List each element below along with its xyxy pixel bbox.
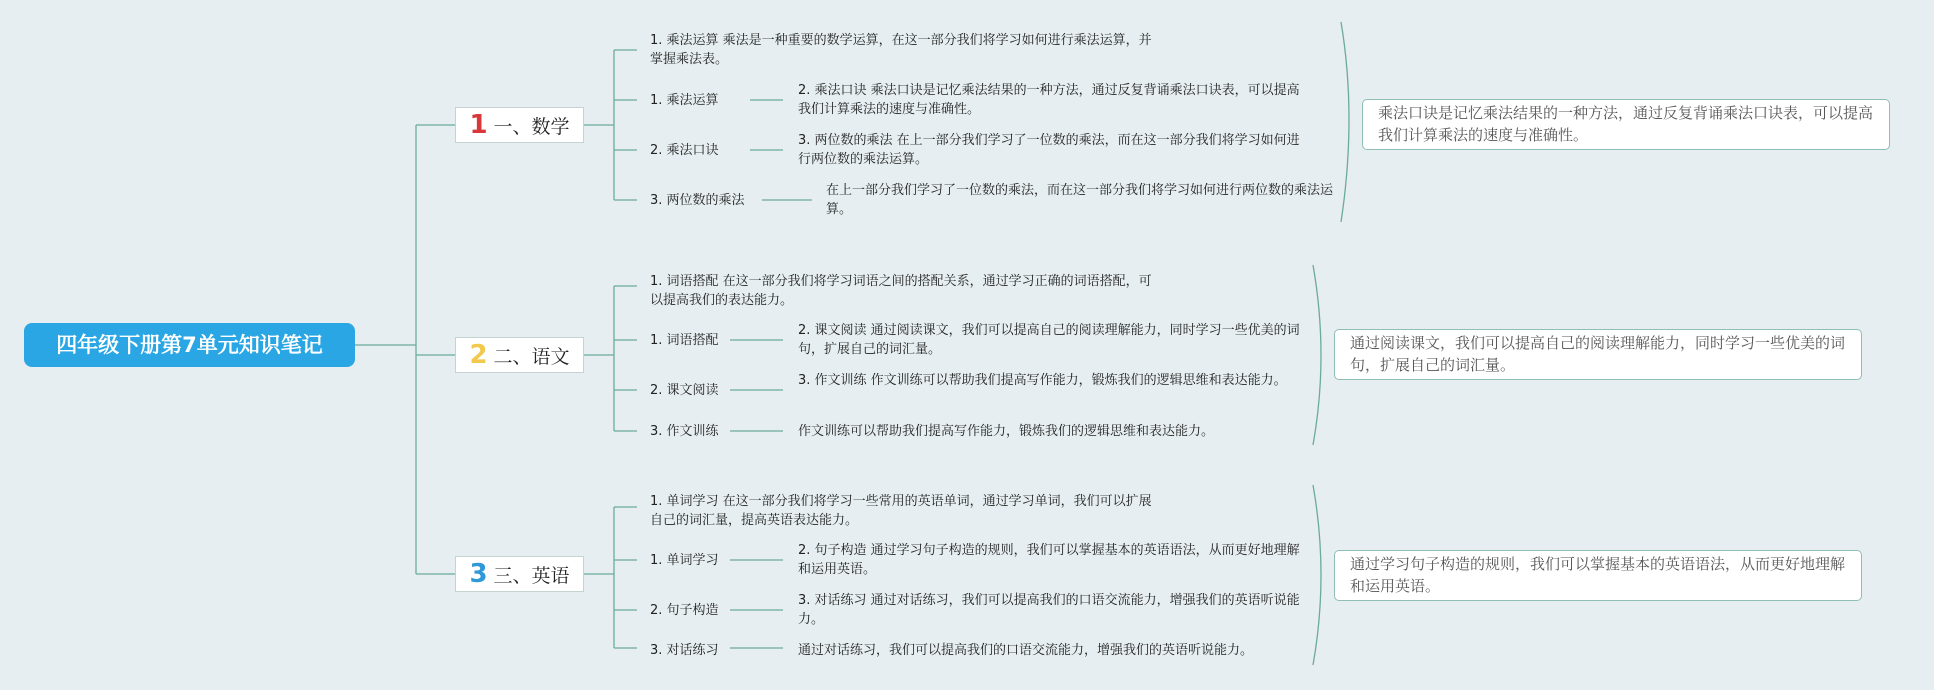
detail-text[interactable]: 作文训练可以帮助我们提高写作能力，锻炼我们的逻辑思维和表达能力。 xyxy=(798,424,1215,439)
root-topic[interactable]: 四年级下册第7单元知识笔记 xyxy=(24,323,355,367)
subject-english[interactable] xyxy=(455,556,584,592)
number-three-icon: 3 xyxy=(469,559,488,589)
detail-text[interactable]: 2. 乘法口诀 乘法口诀是记忆乘法结果的一种方法，通过反复背诵乘法口诀表，可以提高我们计算乘法的速度与准确性。 xyxy=(798,83,1300,117)
subtopic-intro[interactable]: 1. 单词学习 在这一部分我们将学习一些常用的英语单词，通过学习单词，我们可以扩展自己的词汇量，提高英语表达能力。 xyxy=(650,494,1152,528)
subject-label: 三、英语 xyxy=(493,564,570,587)
subtopic-item[interactable]: 3. 作文训练 xyxy=(650,424,719,439)
subtopic-item[interactable]: 3. 对话练习 xyxy=(650,643,719,658)
detail-text[interactable]: 2. 句子构造 通过学习句子构造的规则，我们可以掌握基本的英语语法，从而更好地理解和运用英语。 xyxy=(798,543,1300,577)
subject-math[interactable] xyxy=(455,107,584,143)
summary-box[interactable]: 通过学习句子构造的规则，我们可以掌握基本的英语语法，从而更好地理解和运用英语。 xyxy=(1334,550,1862,601)
number-one-icon: 1 xyxy=(469,110,488,140)
subtopic-item[interactable]: 1. 单词学习 xyxy=(650,553,719,568)
summary-box[interactable]: 乘法口诀是记忆乘法结果的一种方法，通过反复背诵乘法口诀表，可以提高我们计算乘法的速度与准确性。 xyxy=(1362,99,1890,150)
summary-box[interactable]: 通过阅读课文，我们可以提高自己的阅读理解能力，同时学习一些优美的词句，扩展自己的词汇量。 xyxy=(1334,329,1862,380)
subtopic-intro[interactable]: 1. 乘法运算 乘法是一种重要的数学运算，在这一部分我们将学习如何进行乘法运算，并掌握乘法表。 xyxy=(650,33,1152,67)
detail-text[interactable]: 3. 作文训练 作文训练可以帮助我们提高写作能力，锻炼我们的逻辑思维和表达能力。 xyxy=(798,373,1287,388)
subtopic-item[interactable]: 1. 乘法运算 xyxy=(650,93,719,108)
subject-chinese[interactable] xyxy=(455,337,584,373)
subject-label: 一、数学 xyxy=(493,115,570,138)
subtopic-item[interactable]: 3. 两位数的乘法 xyxy=(650,193,745,208)
detail-text[interactable]: 通过对话练习，我们可以提高我们的口语交流能力，增强我们的英语听说能力。 xyxy=(798,643,1254,658)
detail-text[interactable]: 在上一部分我们学习了一位数的乘法，而在这一部分我们将学习如何进行两位数的乘法运算。 xyxy=(826,183,1334,217)
subtopic-item[interactable]: 2. 课文阅读 xyxy=(650,383,719,398)
subtopic-item[interactable]: 2. 乘法口诀 xyxy=(650,143,719,158)
subtopic-item[interactable]: 2. 句子构造 xyxy=(650,603,719,618)
subject-label: 二、语文 xyxy=(493,345,570,368)
detail-text[interactable]: 3. 对话练习 通过对话练习，我们可以提高我们的口语交流能力，增强我们的英语听说能力。 xyxy=(798,593,1300,627)
detail-text[interactable]: 2. 课文阅读 通过阅读课文，我们可以提高自己的阅读理解能力，同时学习一些优美的词句，扩展自己的词汇量。 xyxy=(798,323,1300,357)
number-two-icon: 2 xyxy=(469,340,488,370)
detail-text[interactable]: 3. 两位数的乘法 在上一部分我们学习了一位数的乘法，而在这一部分我们将学习如何进行两位数的乘法运算。 xyxy=(798,133,1300,167)
subtopic-item[interactable]: 1. 词语搭配 xyxy=(650,333,719,348)
subtopic-intro[interactable]: 1. 词语搭配 在这一部分我们将学习词语之间的搭配关系，通过学习正确的词语搭配，可以提高我们的表达能力。 xyxy=(650,274,1152,308)
